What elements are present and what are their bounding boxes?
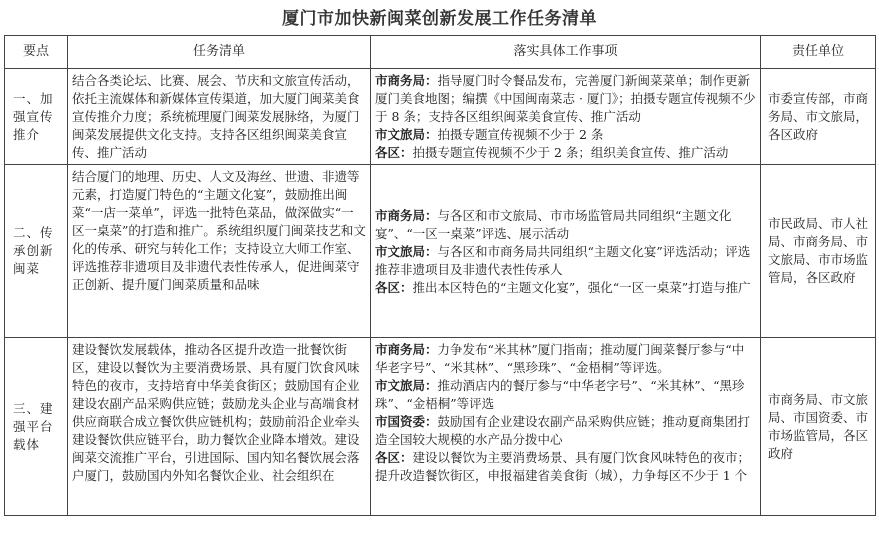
task-list-clip — [72, 341, 366, 513]
header-key: 要点 — [5, 36, 68, 69]
agency-label: 市文旅局： — [375, 127, 438, 142]
work-item — [375, 207, 756, 243]
work-item-text: 建设以餐饮为主要消费场景、具有厦门饮食风味特色的夜市；提升改造餐饮街区，申报福建省美食街（城），力争每区不少于 1 个 — [375, 450, 751, 483]
table-row — [5, 69, 876, 165]
row-work-items — [371, 165, 761, 338]
document-title: 厦门市加快新闽菜创新发展工作任务清单 — [282, 9, 597, 29]
work-item-text: 指导厦门时令餐品发布，完善厦门新闽菜菜单；制作更新厦门美食地图；编撰《中国闽南菜志 · 厦门》；拍摄专题宣传视频不少于 8 条；支持各区组织闽菜美食宣传、推广活动 — [375, 73, 756, 124]
row-responsible-unit: 市商务局、市文旅局、市国资委、市市场监管局，各区政府 — [761, 338, 876, 516]
row-work-items — [371, 338, 761, 516]
agency-label: 市商务局： — [375, 207, 438, 223]
agency-label: 各区： — [375, 145, 413, 160]
row-key: 三、建强平台载体 — [5, 338, 68, 516]
work-item — [375, 377, 756, 413]
work-items-clip — [375, 341, 756, 513]
agency-label: 各区： — [375, 279, 413, 295]
task-table — [4, 35, 876, 516]
row-responsible-unit: 市民政局、市人社局、市商务局、市文旅局、市市场监管局，各区政府 — [761, 165, 876, 338]
work-item-text: 与各区和市文旅局、市市场监管局共同组织“主题文化宴”、“一区一桌菜”评选、展示活动 — [375, 207, 732, 241]
agency-label: 市商务局： — [375, 342, 438, 357]
work-item — [375, 126, 756, 144]
work-item — [375, 449, 756, 485]
work-item-text: 鼓励国有企业建设农副产品采购供应链；推动夏商集团打造全国较大规模的水产品分拨中心 — [375, 414, 751, 447]
work-item-text: 拍摄专题宣传视频不少于 2 条 — [437, 127, 604, 142]
row-task-list: 结合厦门的地理、历史、人文及海丝、世遗、非遗等元素，打造厦门特色的“主题文化宴”，鼓励推出闽菜“一店一菜单”，评选一批特色菜品，做深做实“一区一桌菜”的打造和推广。系统组织厦门闽菜技艺和文化的传承、研究与转化工作；支持设立大师工作室、评选推荐非遗项目及非遗代表性传承人，促进闽菜守正创新、提升厦门闽菜质量和品味 — [68, 165, 371, 338]
work-item-text: 推动酒店内的餐厅参与“中华老字号”、“米其林”、“黑珍珠”、“金梧桐”等评选 — [375, 378, 745, 411]
agency-label: 市国资委： — [375, 414, 438, 429]
table-row — [5, 165, 876, 338]
table-row — [5, 338, 876, 516]
row-task-list: 结合各类论坛、比赛、展会、节庆和文旅宣传活动，依托主流媒体和新媒体宣传渠道，加大厦门闽菜美食宣传推介力度；系统梳理厦门闽菜发展脉络，为厦门闽菜发展提供文化支持。支持各区组织闽菜美食宣传、推广活动 — [68, 69, 371, 165]
header-responsible-unit: 责任单位 — [761, 36, 876, 69]
agency-label: 市商务局： — [375, 73, 438, 88]
agency-label: 市文旅局： — [375, 243, 438, 259]
work-item — [375, 243, 756, 279]
table-header-row — [5, 36, 876, 69]
work-item — [375, 279, 756, 297]
row-key: 一、加强宣传推介 — [5, 69, 68, 165]
header-task-list: 任务清单 — [68, 36, 371, 69]
row-key: 二、传承创新闽菜 — [5, 165, 68, 338]
work-item-text: 力争发布“米其林”厦门指南；推动厦门闽菜餐厅参与“中华老字号”、“米其林”、“黑珍珠”、“金梧桐”等评选。 — [375, 342, 745, 375]
work-item-text: 拍摄专题宣传视频不少于 2 条；组织美食宣传、推广活动 — [412, 145, 729, 160]
agency-label: 各区： — [375, 450, 413, 465]
task-list-text: 建设餐饮发展载体，推动各区提升改造一批餐饮街区，建设以餐饮为主要消费场景、具有厦门饮食风味特色的夜市，支持培育中华美食街区；鼓励国有企业建设农副产品采购供应链；鼓励龙头企业与高端食材供应商联合成立餐饮供应链机构；鼓励前沿企业牵头建设餐饮供应链平台，助力餐饮企业降本增效。建设闽菜交流推广平台，引进国际、国内知名餐饮展会落户厦门，鼓励国内外知名餐饮企业、社会组织在 — [72, 342, 360, 483]
work-item — [375, 72, 756, 126]
work-item-text: 推出本区特色的“主题文化宴”，强化“一区一桌菜”打造与推广 — [412, 279, 751, 295]
row-responsible-unit: 市委宣传部，市商务局、市文旅局，各区政府 — [761, 69, 876, 165]
header-work-items: 落实具体工作事项 — [371, 36, 761, 69]
row-task-list — [68, 338, 371, 516]
work-item — [375, 144, 756, 162]
work-item — [375, 413, 756, 449]
work-item — [375, 341, 756, 377]
agency-label: 市文旅局： — [375, 378, 438, 393]
row-work-items — [371, 69, 761, 165]
work-item-text: 与各区和市商务局共同组织“主题文化宴”评选活动；评选推荐非遗项目及非遗代表性传承人 — [375, 243, 751, 277]
